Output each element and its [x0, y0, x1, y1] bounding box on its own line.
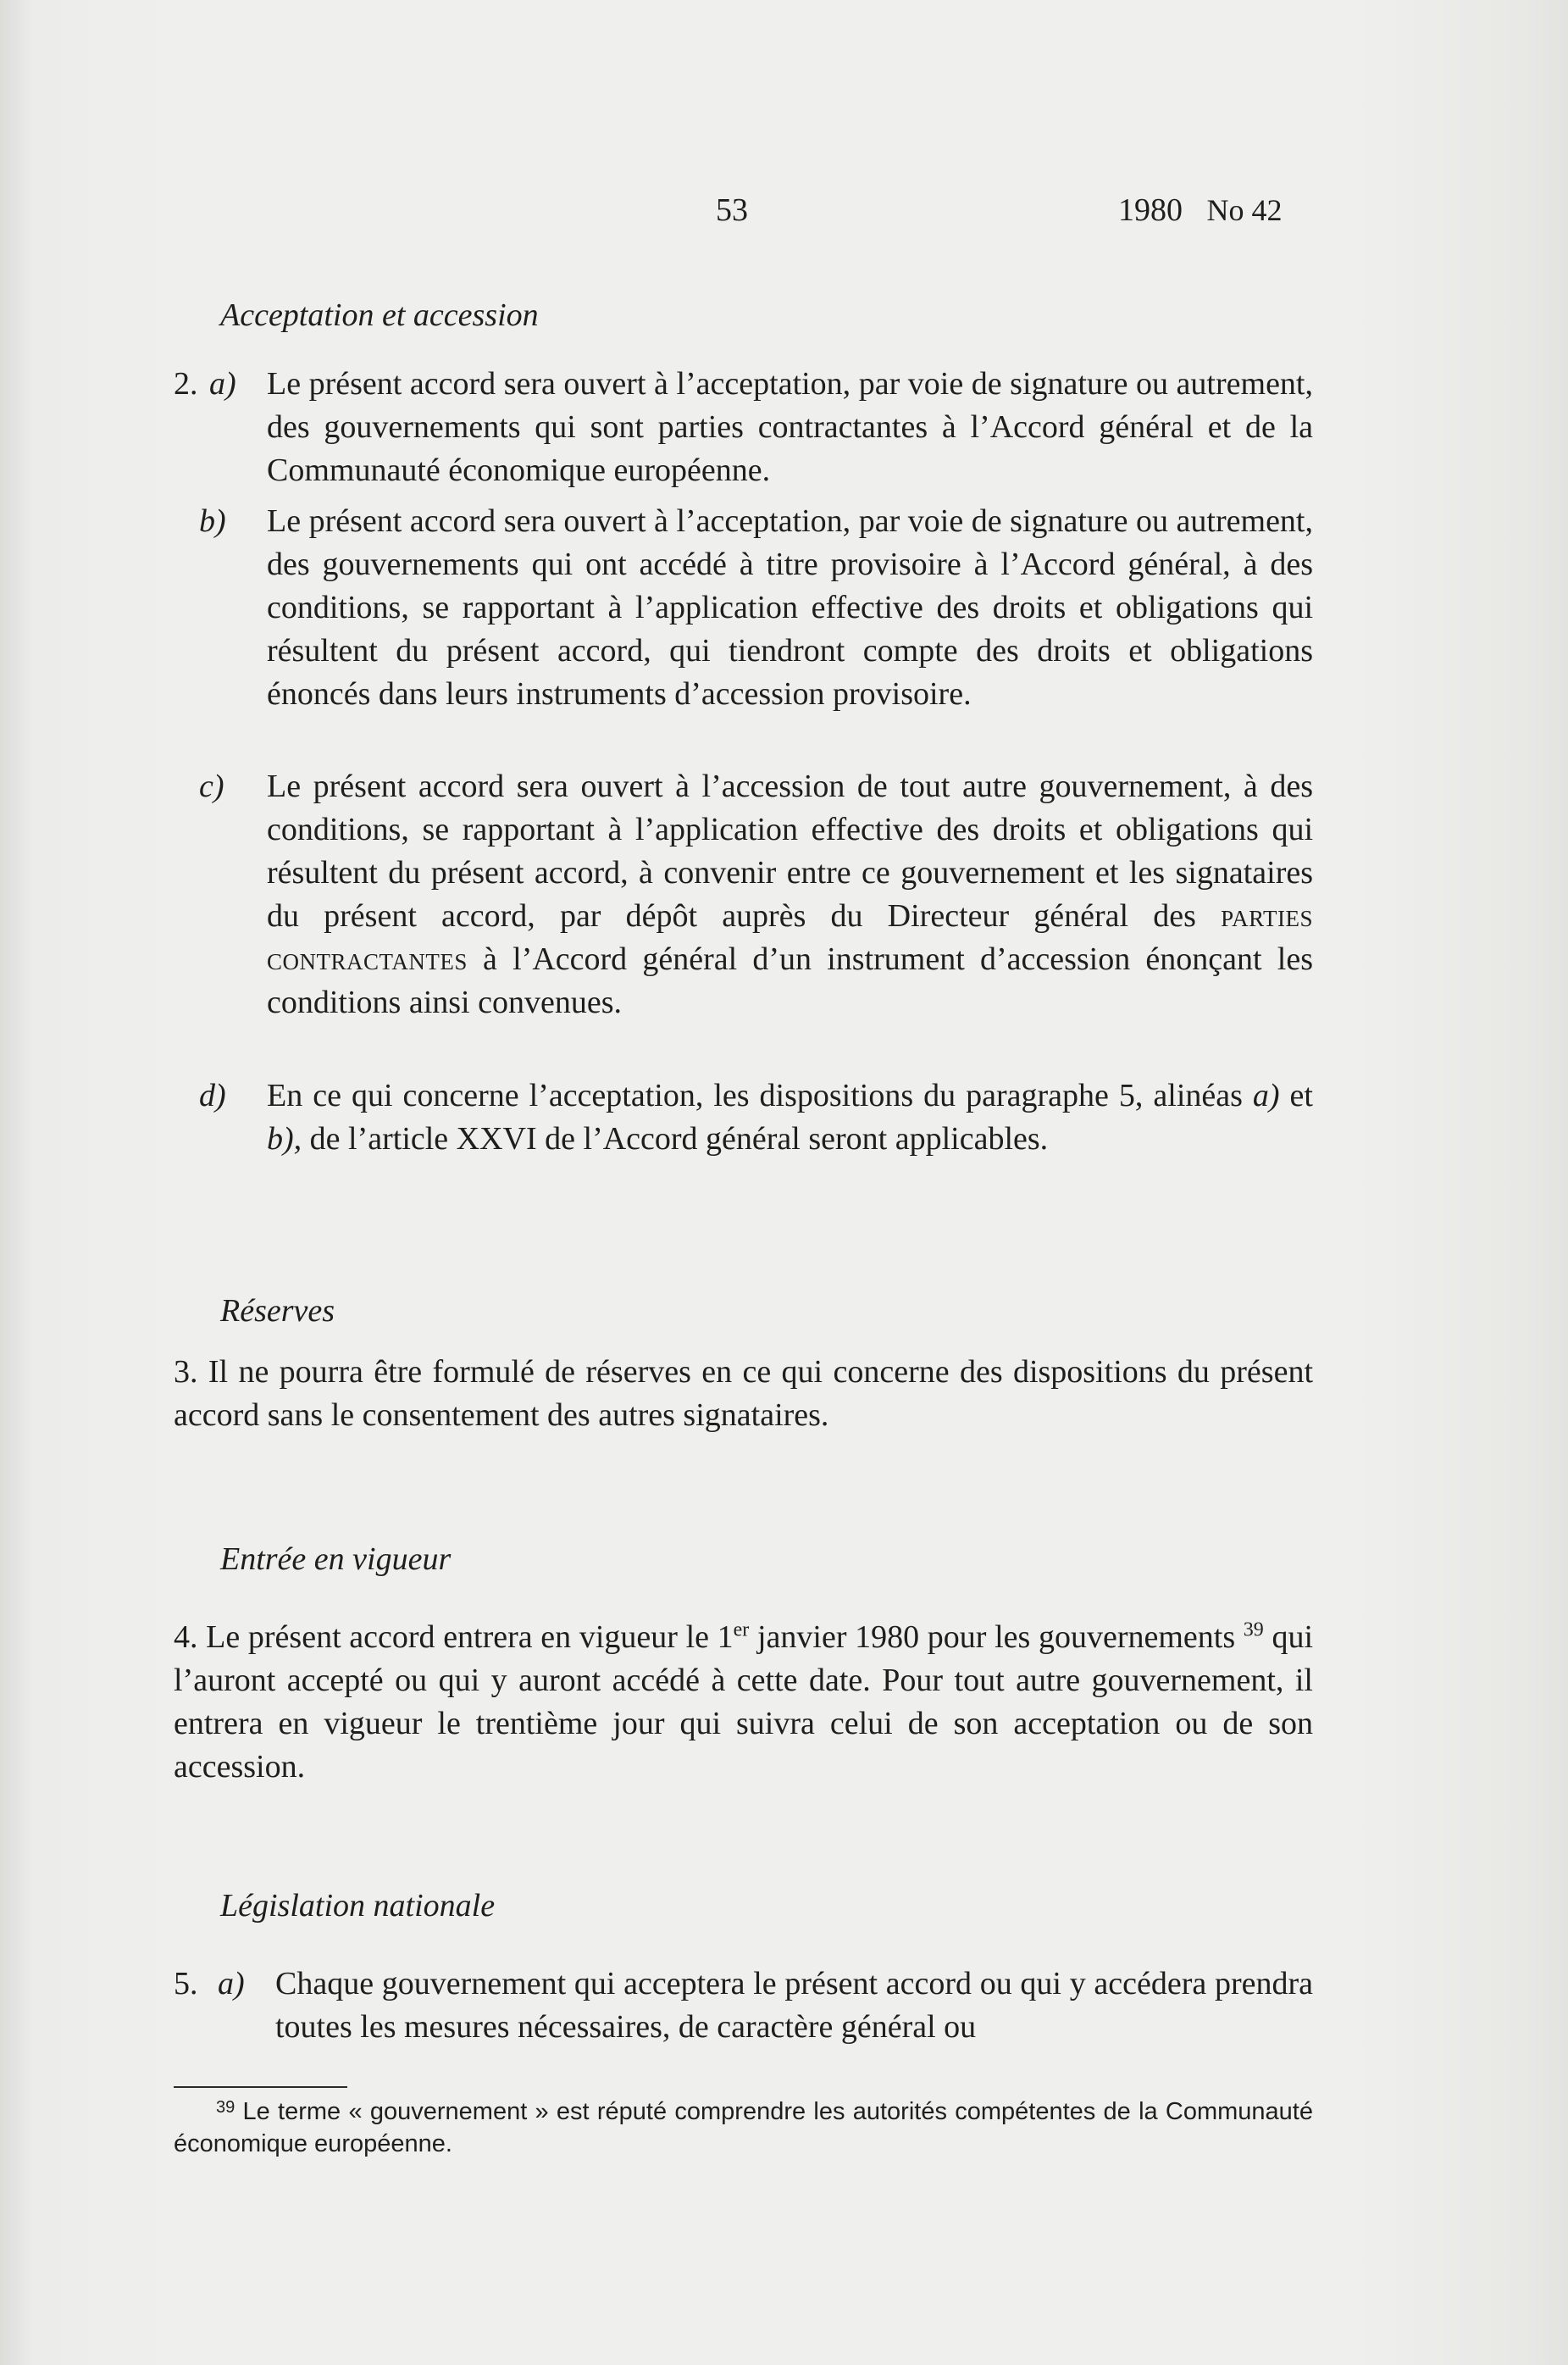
item-letter: a) — [218, 1966, 245, 2001]
text-segment: et — [1279, 1078, 1313, 1113]
item-letter: c) — [199, 769, 224, 804]
text-segment: de l’article XXVI de l’Accord général seront applicables. — [302, 1121, 1049, 1157]
paragraph-number: 5. — [174, 1966, 198, 2001]
footnote-reference: 39 — [1243, 1618, 1264, 1641]
heading-legislation-nationale: Législation nationale — [220, 1888, 496, 1924]
text-segment: Le présent accord entrera en vigueur le 1 — [206, 1619, 734, 1655]
heading-acceptation: Acceptation et accession — [220, 297, 539, 333]
text-segment: En ce qui concerne l’acceptation, les dispositions du paragraphe 5, alinéas — [267, 1078, 1253, 1113]
small-caps-term: parties contractantes — [267, 898, 1313, 977]
item-letter: a) — [209, 366, 236, 402]
page-number: 53 — [716, 192, 748, 228]
footnote — [174, 2091, 1313, 2160]
text-segment: Le présent accord sera ouvert à l’accession de tout autre gouvernement, à des conditions, se rapportant à l’application effective des droits et obligations qui résultent du présent accord, à convenir entre ce gouvernement et les signataires du présent accord, par dépôt auprès du Directeur général des — [267, 769, 1313, 934]
item-letter: b) — [199, 503, 226, 539]
text-segment: qui l’auront accepté ou qui y auront accédé à cette date. Pour tout autre gouvernement, il entrera en vigueur le trentième jour qui suivra celui de son acceptation ou de son accession. — [174, 1619, 1313, 1785]
paragraph-2d — [174, 1074, 1313, 1210]
paragraph-3 — [174, 1351, 1313, 1444]
paragraph-number: 3. — [174, 1354, 198, 1390]
footnote-divider — [174, 2086, 347, 2088]
paragraph-text — [174, 1616, 1313, 1789]
document-year: 1980 — [1118, 192, 1183, 228]
item-text: Chaque gouvernement qui acceptera le présent accord ou qui y accédera prendra toutes les mesures nécessaires, de caractère général ou — [275, 1966, 1313, 2045]
italic-ref: b), — [267, 1121, 302, 1157]
paragraph-5a — [174, 1963, 1313, 2056]
paragraph-4 — [174, 1616, 1313, 1802]
heading-entree-en-vigueur: Entrée en vigueur — [220, 1541, 452, 1577]
superscript: er — [733, 1618, 750, 1641]
item-text — [267, 765, 1313, 1024]
text-segment: Il ne pourra être formulé de réserves en ce qui concerne des dispositions du présent accord sans le consentement des autres signataires. — [174, 1354, 1314, 1433]
paragraph-2c — [174, 765, 1313, 1070]
footnote-text: Le terme « gouvernement » est réputé comprendre les autorités compétentes de la Communauté économique européenne. — [174, 2098, 1313, 2157]
item-text: Le présent accord sera ouvert à l’acceptation, par voie de signature ou autrement, des gouvernements qui ont accédé à titre provisoire à l’Accord général, à des conditions, se rapportant à l’application effective des droits et obligations qui résultent du présent accord, qui tiendront compte des droits et obligations énoncés dans leurs instruments d’accession provisoire. — [267, 503, 1313, 712]
item-letter: d) — [199, 1078, 226, 1113]
document-reference — [1118, 192, 1283, 229]
text-segment: à l’Accord général d’un instrument d’accession énonçant les conditions ainsi convenues. — [267, 941, 1313, 1020]
item-text: Le présent accord sera ouvert à l’acceptation, par voie de signature ou autrement, des gouvernements qui sont parties contractantes à l’Accord général et de la Communauté économique européenne. — [267, 366, 1313, 488]
text-segment: janvier 1980 pour les gouvernements — [749, 1619, 1244, 1655]
document-number: No 42 — [1206, 193, 1283, 227]
heading-reserves: Réserves — [220, 1293, 335, 1329]
paragraph-2b — [174, 500, 1313, 771]
italic-ref: a) — [1252, 1078, 1280, 1113]
paragraph-number: 4. — [174, 1619, 198, 1655]
paragraph-number: 2. — [174, 366, 198, 402]
item-text — [267, 1074, 1313, 1161]
paragraph-text — [174, 1351, 1313, 1437]
footnote-mark: 39 — [216, 2098, 235, 2117]
